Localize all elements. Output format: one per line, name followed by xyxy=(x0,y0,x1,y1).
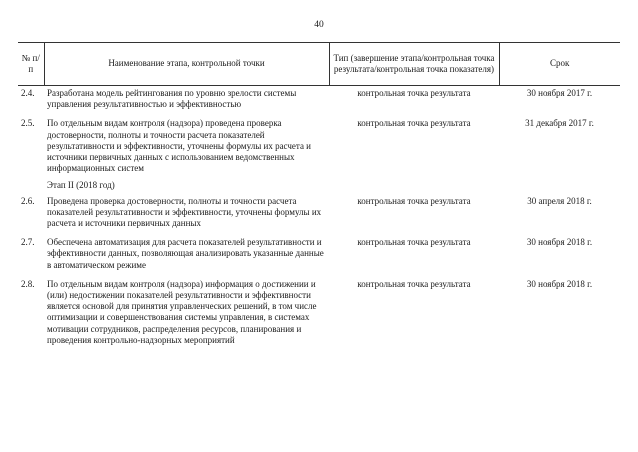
row-name: По отдельным видам контроля (надзора) проведена проверка достоверности, полноты и точности расчета показателей результативности и эффективности, уточнены формулы их расчета и источники первичных данных с использованием ведомственных информационных систем xyxy=(47,118,312,174)
table-row xyxy=(18,277,620,352)
milestones-table xyxy=(18,42,620,352)
row-term: 30 апреля 2018 г. xyxy=(527,195,592,206)
row-term: 30 ноября 2018 г. xyxy=(526,237,593,248)
row-term: 30 ноября 2017 г. xyxy=(526,88,593,98)
table-row xyxy=(18,86,620,117)
header-name: Наименование этапа, контрольной точки xyxy=(44,43,329,86)
table-row xyxy=(18,194,620,236)
table-row xyxy=(18,235,620,277)
row-number: 2.7. xyxy=(21,237,35,248)
stage-row xyxy=(18,180,620,193)
row-term: 30 ноября 2018 г. xyxy=(526,278,593,289)
row-type: контрольная точка результата xyxy=(357,118,471,129)
row-type: контрольная точка результата xyxy=(357,195,471,206)
row-type: контрольная точка результата xyxy=(357,278,471,289)
row-name: По отдельным видам контроля (надзора) информация о достижении и (или) недостижении показателей результативности и эффективности является основой для принятия управленческих решений, в том числе оптимизации и совершенствования системы управления, в системах мотивации сотрудников, распределения ресурсов, планирования и проведения контрольно-надзорных мероприятий xyxy=(47,278,317,345)
row-term: 31 декабря 2017 г. xyxy=(525,118,594,129)
row-type: контрольная точка результата xyxy=(357,237,471,248)
page-number: 40 xyxy=(314,20,324,30)
header-term: Срок xyxy=(499,43,620,86)
table-row xyxy=(18,116,620,180)
row-name: Обеспечена автоматизация для расчета показателей результативности и эффективности данных, позволяющая анализировать указанные данные в автоматическом режиме xyxy=(47,237,324,270)
stage-label: Этап II (2018 год) xyxy=(47,180,115,191)
row-number: 2.8. xyxy=(21,278,35,289)
row-number: 2.6. xyxy=(21,195,35,206)
header-number: № п/п xyxy=(18,43,44,86)
row-number: 2.4. xyxy=(21,88,35,98)
table-header-row xyxy=(18,43,620,86)
header-type: Тип (завершение этапа/контрольная точка результата/контрольная точка показателя) xyxy=(329,43,499,86)
row-number: 2.5. xyxy=(21,118,35,129)
row-name: Проведена проверка достоверности, полноты и точности расчета показателей результативности и эффективности, уточнены формулы их расчета и источники первичных данных xyxy=(47,195,322,229)
row-type: контрольная точка результата xyxy=(357,88,471,98)
row-name: Разработана модель рейтингования по уровню зрелости системы управления результативностью и эффективностью xyxy=(47,88,297,110)
